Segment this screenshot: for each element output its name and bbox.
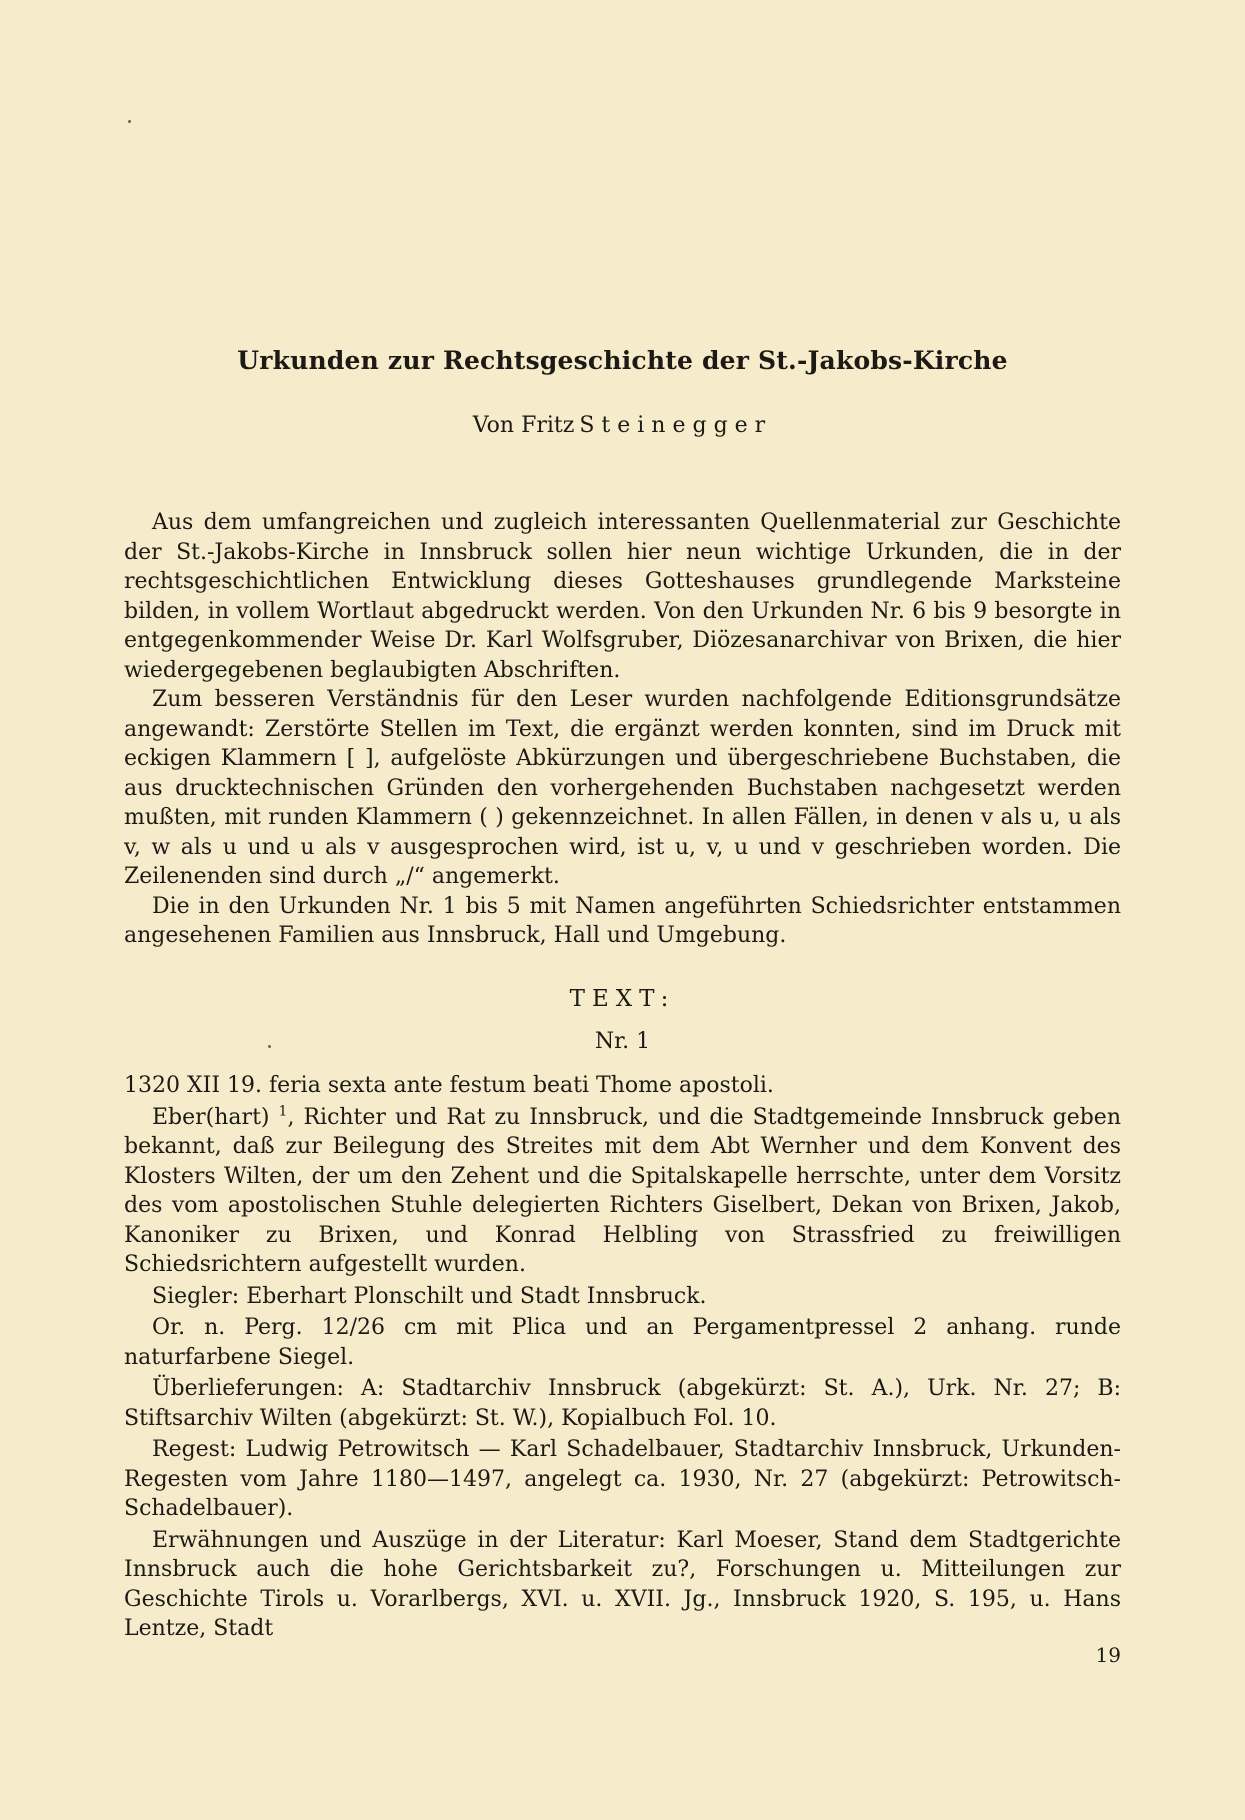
print-speck	[128, 120, 131, 123]
article-title: Urkunden zur Rechtsgeschichte der St.-Jakobs-Kirche	[237, 346, 1008, 375]
page-number: 19	[1095, 1643, 1121, 1667]
document-transmission: Überlieferungen: A: Stadtarchiv Innsbruck (abgekürzt: St. A.), Urk. Nr. 27; B: Stiftsarchiv Wilten (abgekürzt: St. W.), Kopialbuch Fol. 10.	[124, 1376, 1121, 1431]
author-line	[0, 413, 1245, 438]
document-mentions: Erwähnungen und Auszüge in der Literatur: Karl Moeser, Stand dem Stadtgerichte Innsbruck auch die hohe Gerichtsbarkeit zu?, Forschungen u. Mitteilungen zur Geschichte Tirols u. Vorarlbergs, XVI. u. XVII. Jg., Innsbruck 1920, S. 195, u. Hans Lentze, Stadt	[124, 1527, 1121, 1641]
summary-prefix: Eber(hart)	[152, 1104, 270, 1130]
document-regest: Regest: Ludwig Petrowitsch — Karl Schadelbauer, Stadtarchiv Innsbruck, Urkunden-Regesten vom Jahre 1180—1497, angelegt ca. 1930, Nr. 27 (abgekürzt: Petrowitsch-Schadelbauer).	[124, 1437, 1121, 1521]
summary-text: , Richter und Rat zu Innsbruck, und die Stadtgemeinde Innsbruck geben bekannt, daß zur Beilegung des Streites mit dem Abt Wernher und dem Konvent des Klosters Wilten, der um den Zehent und die Spitalskapelle herrschte, unter dem Vorsitz des vom apostolischen Stuhle delegierten Richters Giselbert, Dekan von Brixen, Jakob, Kanoniker zu Brixen, und Konrad Helbling von Strassfried zu freiwilligen Schiedsrichtern aufgestellt wurden.	[124, 1104, 1121, 1277]
document-summary	[124, 1103, 1121, 1280]
document-original: Or. n. Perg. 12/26 cm mit Plica und an Pergamentpressel 2 anhang. runde naturfarbene Siegel.	[124, 1315, 1121, 1370]
intro-paragraph: Aus dem umfangreichen und zugleich interessanten Quellenmaterial zur Geschichte der St.-Jakobs-Kirche in Innsbruck sollen hier neun wichtige Urkunden, die in der rechtsgeschichtlichen Entwicklung dieses Gotteshauses grundlegende Marksteine bilden, in vollem Wortlaut abgedruckt werden. Von den Urkunden Nr. 6 bis 9 besorgte in entgegenkommender Weise Dr. Karl Wolfsgruber, Diözesanarchivar von Brixen, die hier wiedergegebenen beglaubigten Abschriften.	[124, 510, 1121, 683]
document-date: 1320 XII 19. feria sexta ante festum beati Thome apostoli.	[124, 1073, 774, 1098]
intro-paragraph: Die in den Urkunden Nr. 1 bis 5 mit Namen angeführten Schiedsrichter entstammen angesehenen Familien aus Innsbruck, Hall und Umgebung.	[124, 893, 1121, 948]
author-prefix: Von Fritz	[472, 413, 575, 438]
section-heading: TEXT:	[569, 986, 676, 1012]
author-surname: Steinegger	[579, 413, 773, 438]
introduction	[124, 508, 1121, 951]
document-number: Nr. 1	[594, 1029, 651, 1054]
document-sealer: Siegler: Eberhart Plonschilt und Stadt Innsbruck.	[152, 1283, 707, 1309]
intro-paragraph: Zum besseren Verständnis für den Leser wurden nachfolgende Editionsgrundsätze angewandt: Zerstörte Stellen im Text, die ergänzt werden konnten, sind im Druck mit eckigen Klammern [ ], aufgelöste Abkürzungen und übergeschriebene Buchstaben, die aus drucktechnischen Gründen den vorhergehenden Buchstaben nachgesetzt werden mußten, mit runden Klammern ( ) gekennzeichnet. In allen Fällen, in denen v als u, u als v, w als u und u als v ausgesprochen wird, ist u, v, u und v geschrieben worden. Die Zeilenenden sind durch „/“ angemerkt.	[124, 687, 1121, 889]
footnote-marker: 1	[278, 1103, 288, 1120]
document-entry	[124, 1071, 1121, 1646]
